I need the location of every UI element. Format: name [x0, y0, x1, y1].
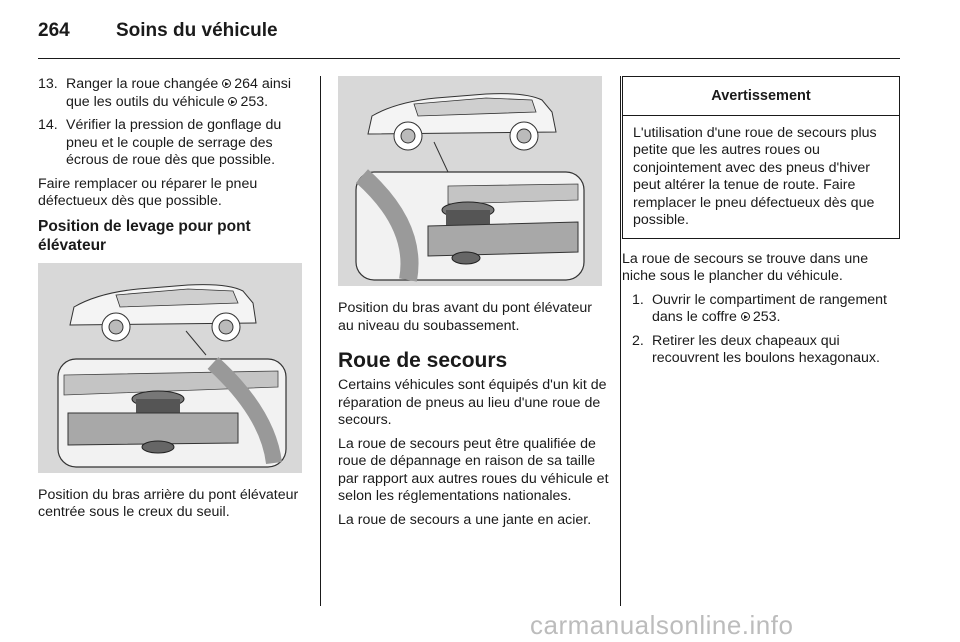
step-2 — [622, 333, 900, 368]
step-text: Retirer les deux chapeaux qui recouvrent les boulons hexagonaux. — [652, 332, 880, 366]
lift-front-figure — [338, 76, 602, 286]
page-reference[interactable]: 253. — [741, 309, 781, 325]
paragraph: La roue de secours se trouve dans une niche sous le plancher du véhicule. — [622, 250, 869, 284]
page-number: 264 — [38, 20, 70, 41]
section-heading: Roue de secours — [338, 349, 508, 372]
step-number: 1. — [632, 291, 644, 308]
step-14 — [38, 117, 310, 170]
step-number: 14. — [38, 117, 58, 133]
step-text: Ranger la roue changée — [66, 76, 219, 92]
step-13 — [38, 76, 310, 111]
warning-text: L'utilisation d'une roue de secours plus petite que les autres roues ou conjointement avec des pneus d'hiver peut altérer la tenue de route. Faire remplacer le pneu défectueux dès que possible. — [633, 124, 877, 228]
section-title: Soins du véhicule — [116, 20, 278, 41]
column-divider-1 — [320, 76, 321, 606]
page-reference[interactable]: 264 — [222, 76, 258, 92]
car-lift-rear-illustration — [38, 263, 302, 473]
figure-caption: Position du bras avant du pont élévateur au niveau du soubassement. — [338, 300, 592, 334]
paragraph: La roue de secours a une jante en acier. — [338, 511, 592, 528]
page-reference[interactable]: 253. — [228, 94, 268, 110]
subheading: Position de levage pour pont élévateur — [38, 217, 251, 254]
step-text: Vérifier la pression de gonflage du pneu et le couple de serrage des écrous de roue dès que possible. — [66, 117, 282, 168]
warning-box — [622, 76, 900, 239]
paragraph: Faire remplacer ou réparer le pneu défectueux dès que possible. — [38, 175, 258, 209]
header-divider — [38, 58, 900, 59]
column-3 — [622, 76, 900, 374]
step-text-continued: ainsi que les outils du véhicule — [66, 76, 291, 110]
reference-arrow-icon — [222, 79, 231, 88]
column-divider-2 — [620, 76, 621, 606]
paragraph: La roue de secours peut être qualifiée de roue de dépannage en raison de sa taille par rapport aux autres roues du véhicule et selon les réglementations nationales. — [338, 435, 609, 504]
warning-title: Avertissement — [623, 77, 899, 116]
step-1 — [622, 292, 900, 327]
column-2 — [338, 76, 610, 535]
reference-arrow-icon — [228, 97, 237, 106]
lift-rear-figure — [38, 263, 302, 473]
paragraph: Certains véhicules sont équipés d'un kit de réparation de pneus au lieu d'une roue de secours. — [338, 377, 607, 428]
car-lift-front-illustration — [338, 76, 602, 286]
page-header — [38, 20, 278, 46]
step-text: Ouvrir le compartiment de rangement dans le coffre — [652, 291, 887, 325]
figure-caption: Position du bras arrière du pont élévateur centrée sous le creux du seuil. — [38, 486, 299, 520]
column-1 — [38, 76, 310, 522]
step-number: 2. — [632, 332, 644, 349]
step-number: 13. — [38, 76, 58, 92]
reference-arrow-icon — [741, 312, 750, 321]
watermark: carmanualsonline.info — [530, 610, 794, 640]
